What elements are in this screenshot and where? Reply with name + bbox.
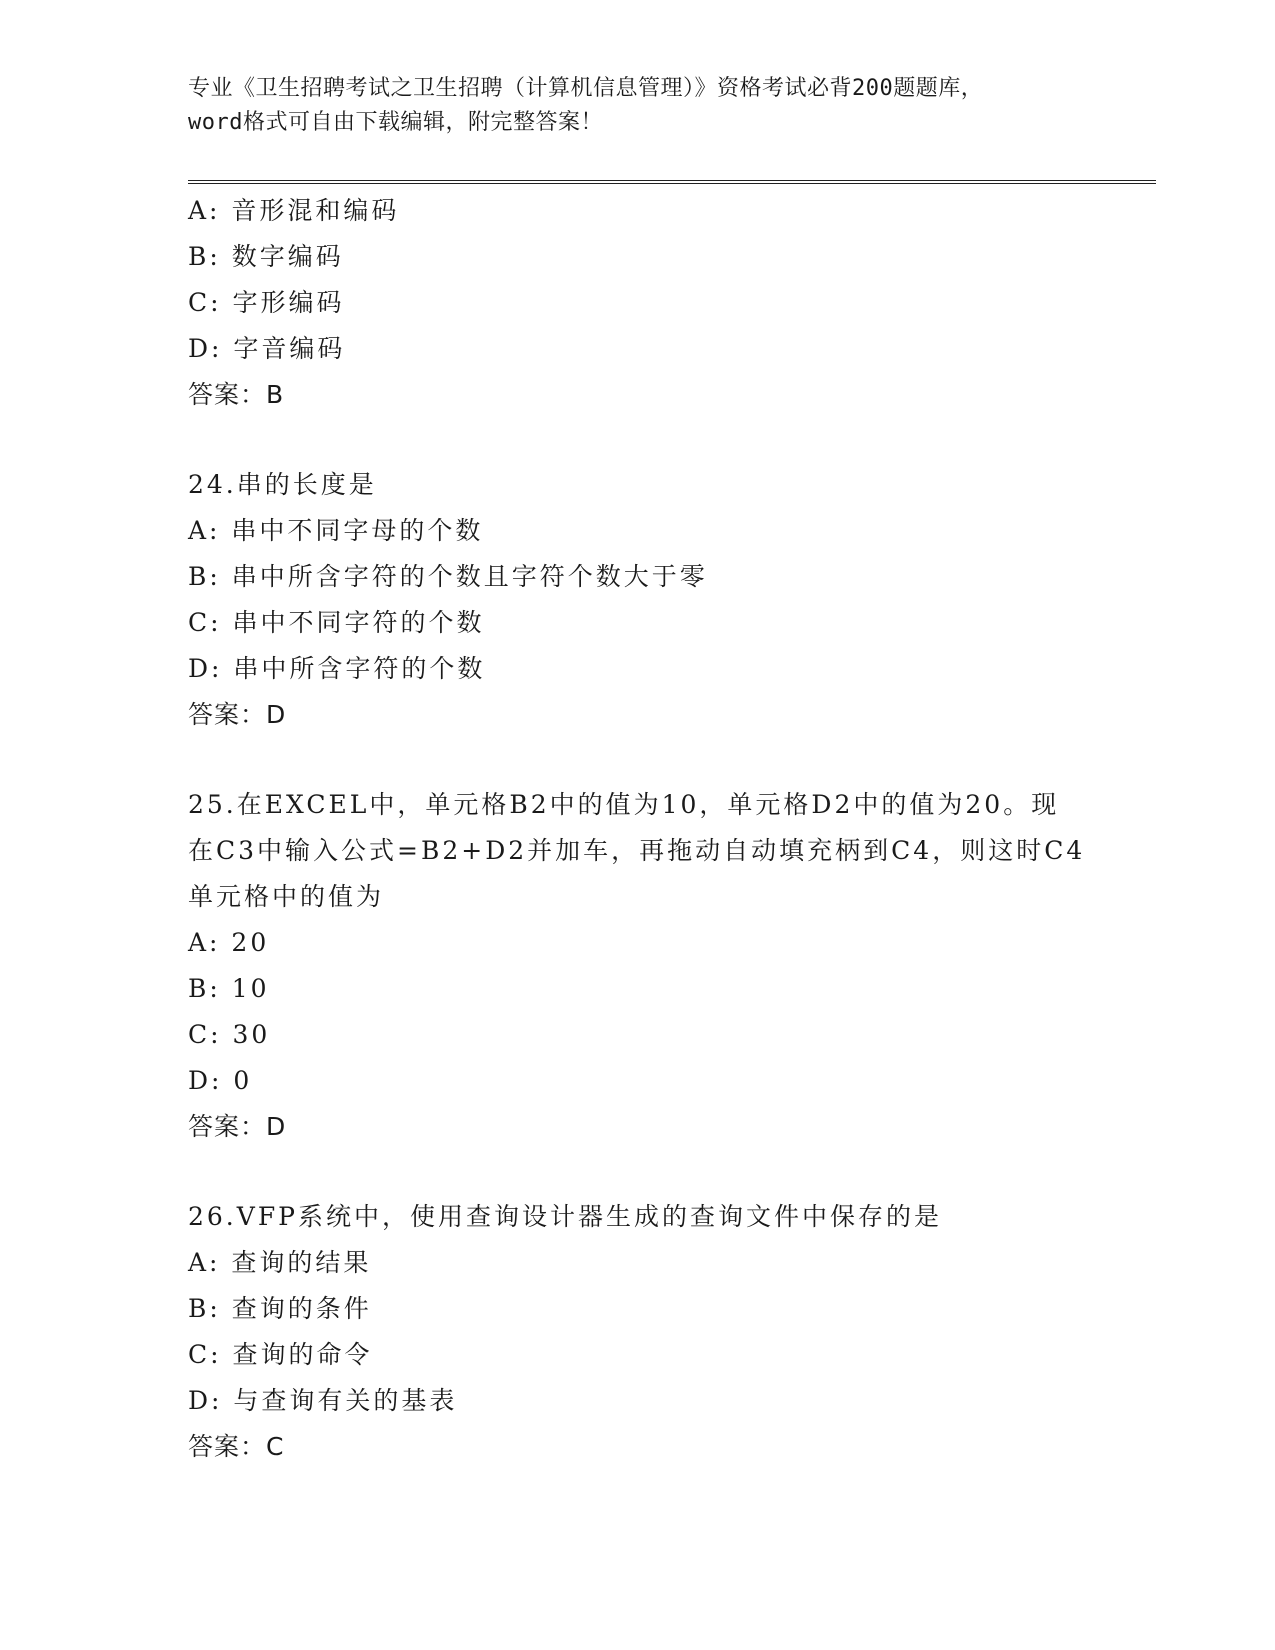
question-text: 26.VFP系统中，使用查询设计器生成的查询文件中保存的是 [188, 1202, 942, 1231]
option-b: B: 10 [188, 974, 270, 1003]
question-23 [188, 188, 1088, 418]
option-d: D: 串中所含字符的个数 [188, 654, 486, 683]
answer: 答案：D [188, 1112, 287, 1141]
question-25 [188, 782, 1088, 1150]
option-c: C: 串中不同字符的个数 [188, 608, 485, 637]
question-text-line-1: 25.在EXCEL中，单元格B2中的值为10，单元格D2中的值为20。现 [188, 790, 1060, 819]
document-header [188, 72, 1088, 140]
option-d: D: 字音编码 [188, 334, 346, 363]
header-divider [188, 180, 1156, 184]
header-line-1: 专业《卫生招聘考试之卫生招聘（计算机信息管理）》资格考试必背200题题库， [188, 76, 984, 101]
spacer [188, 1150, 1088, 1194]
option-c: C: 字形编码 [188, 288, 345, 317]
option-a: A: 20 [188, 928, 270, 957]
spacer [188, 738, 1088, 782]
option-a: A: 查询的结果 [188, 1248, 372, 1277]
question-24 [188, 462, 1088, 738]
answer: 答案：C [188, 1432, 285, 1461]
question-list [188, 188, 1088, 1470]
answer: 答案：B [188, 380, 285, 409]
option-d: D: 与查询有关的基表 [188, 1386, 458, 1415]
option-d: D: 0 [188, 1066, 253, 1095]
option-c: C: 查询的命令 [188, 1340, 373, 1369]
answer: 答案：D [188, 700, 287, 729]
option-b: B: 数字编码 [188, 242, 344, 271]
option-a: A: 串中不同字母的个数 [188, 516, 484, 545]
spacer [188, 418, 1088, 462]
option-b: B: 查询的条件 [188, 1294, 372, 1323]
option-b: B: 串中所含字符的个数且字符个数大于零 [188, 562, 708, 591]
option-a: A: 音形混和编码 [188, 196, 400, 225]
option-c: C: 30 [188, 1020, 271, 1049]
question-26 [188, 1194, 1088, 1470]
question-text-line-3: 单元格中的值为 [188, 882, 385, 911]
header-line-2: word格式可自由下载编辑，附完整答案！ [188, 110, 603, 135]
question-text: 24.串的长度是 [188, 470, 377, 499]
question-text-line-2: 在C3中输入公式=B2+D2并加车，再拖动自动填充柄到C4，则这时C4 [188, 836, 1086, 865]
